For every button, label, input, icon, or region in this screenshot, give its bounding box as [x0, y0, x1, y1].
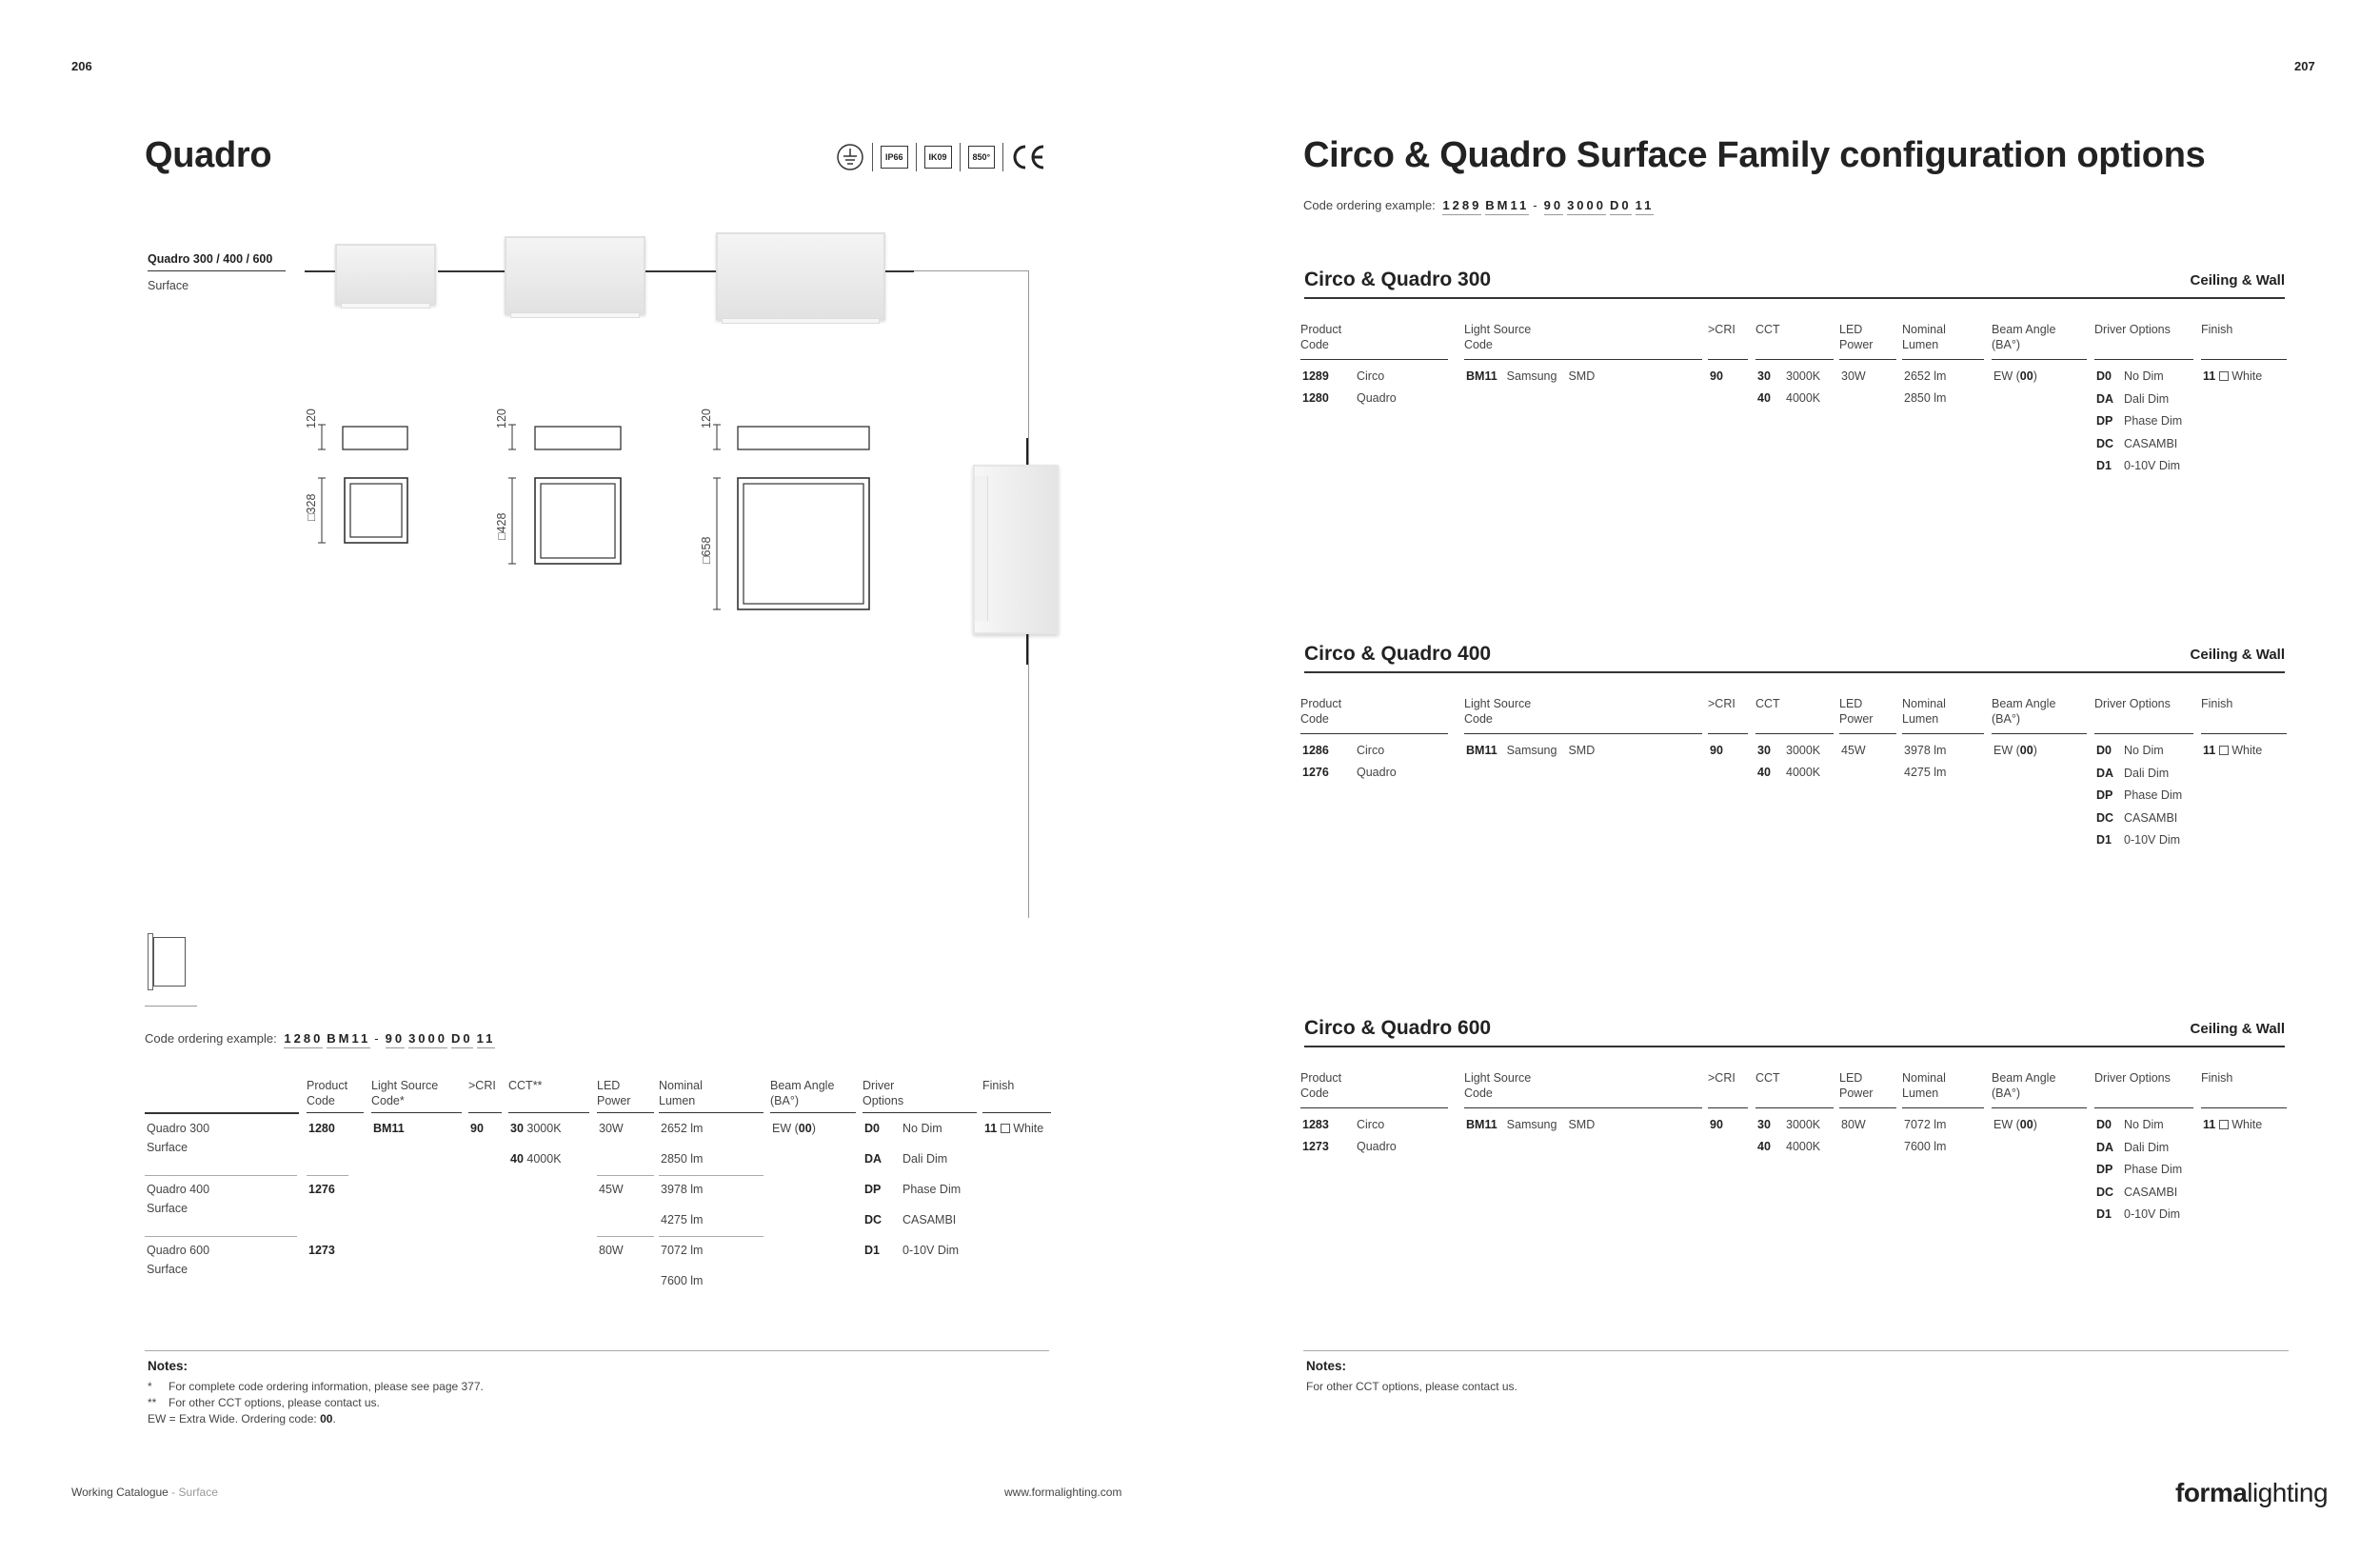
header-beam-angle: Beam Angle (BA°) — [770, 1078, 856, 1113]
formalighting-logo: formalighting — [2175, 1478, 2329, 1507]
page-title-quadro: Quadro — [145, 135, 272, 175]
dimension-height-300: 120 — [305, 409, 318, 429]
code-example-label: Code ordering example: — [1303, 198, 1436, 212]
finish-value: 11 White — [2203, 1118, 2263, 1131]
section-rule — [1304, 297, 2285, 299]
product-row: 1276 Quadro — [1302, 766, 1397, 779]
header-finish: Finish — [2201, 696, 2287, 734]
code-group-finish: 11 — [477, 1031, 496, 1048]
row-lumen: 7072 lm — [661, 1244, 704, 1257]
white-swatch-icon — [2219, 1120, 2229, 1129]
code-ordering-example-right — [1303, 198, 1657, 215]
header-finish: Finish — [2201, 322, 2287, 360]
header-finish: Finish — [2201, 1070, 2287, 1108]
code-group-driver: D0 — [451, 1031, 473, 1048]
dimension-height-400: 120 — [495, 409, 508, 429]
cct-option: 40 4000K — [510, 1152, 562, 1166]
page-number-right: 207 — [2294, 59, 2315, 73]
header-cri: >CRI — [1708, 1070, 1748, 1108]
row-code: 1276 — [308, 1183, 335, 1196]
row-lumen: 2652 lm — [661, 1122, 704, 1135]
header-lumen: Nominal Lumen — [1902, 1070, 1984, 1108]
note-item: For other CCT options, please contact us. — [1306, 1380, 1517, 1393]
driver-option: DC CASAMBI — [2096, 436, 2178, 450]
row-power: 45W — [599, 1183, 624, 1196]
certification-icons — [836, 143, 1047, 171]
quadro-600-image — [716, 232, 885, 320]
driver-option: DC CASAMBI — [2096, 810, 2178, 825]
code-group-cct: 3000 — [1567, 198, 1606, 215]
row-code: 1280 — [308, 1122, 335, 1135]
header-nominal-lumen: Nominal Lumen — [659, 1078, 764, 1113]
driver-option: DP Phase Dim — [2096, 788, 2183, 802]
cct-option: 30 3000K — [510, 1122, 562, 1135]
wall-mounted-fixture-image — [973, 465, 1059, 634]
cct-option: 40 4000K — [1757, 391, 1821, 405]
temperature-badge: 850° — [968, 146, 996, 169]
header-lumen: Nominal Lumen — [1902, 696, 1984, 734]
header-cct: CCT — [1755, 696, 1834, 734]
note-item: EW = Extra Wide. Ordering code: 00. — [148, 1412, 336, 1425]
nominal-lumen: 3978 lm — [1904, 744, 1947, 757]
header-product-code: Product Code — [1300, 696, 1448, 734]
code-group-source: BM11 — [1485, 198, 1529, 215]
section-rule — [1304, 671, 2285, 673]
connector-line — [885, 270, 914, 272]
connector-line — [438, 270, 505, 272]
light-source: BM11 Samsung SMD — [1466, 1118, 1596, 1131]
cri-value: 90 — [1710, 369, 1723, 383]
driver-option: DA Dali Dim — [2096, 766, 2170, 780]
cri-value: 90 — [1710, 744, 1723, 757]
dimension-side-300: □328 — [305, 493, 318, 521]
cct-option: 40 4000K — [1757, 1140, 1821, 1153]
code-group-product: 1280 — [284, 1031, 323, 1048]
quadro-300-image — [335, 244, 436, 305]
header-led-power: LED Power — [597, 1078, 654, 1113]
product-row: 1273 Quadro — [1302, 1140, 1397, 1153]
dimension-height-600: 120 — [700, 409, 713, 429]
code-group-dash: - — [374, 1031, 382, 1046]
code-group-source: BM11 — [327, 1031, 370, 1048]
footer-catalogue: Working Catalogue - Surface — [71, 1485, 218, 1499]
white-swatch-icon — [2219, 746, 2229, 755]
header-beam: Beam Angle (BA°) — [1992, 322, 2087, 360]
product-mount-type: Surface — [148, 279, 189, 292]
driver-option: DP Phase Dim — [864, 1183, 962, 1196]
notes-title: Notes: — [1306, 1359, 1347, 1373]
header-product-code: Product Code — [307, 1078, 364, 1113]
header-driver-options: Driver Options — [863, 1078, 977, 1113]
row-lumen: 7600 lm — [661, 1274, 704, 1287]
ik09-badge: IK09 — [924, 146, 952, 169]
finish-value: 11 White — [984, 1122, 1044, 1135]
row-sub: Surface — [147, 1202, 188, 1215]
row-power: 30W — [599, 1122, 624, 1135]
nominal-lumen: 4275 lm — [1904, 766, 1947, 779]
beam-value: EW (00) — [772, 1122, 816, 1135]
header-lumen: Nominal Lumen — [1902, 322, 1984, 360]
cct-option: 40 4000K — [1757, 766, 1821, 779]
divider — [145, 1006, 197, 1007]
header-cct: CCT — [1755, 1070, 1834, 1108]
beam-value: EW (00) — [1993, 1118, 2037, 1131]
row-power: 80W — [599, 1244, 624, 1257]
section-title: Circo & Quadro 400 — [1304, 643, 1492, 665]
driver-option: DP Phase Dim — [2096, 1163, 2183, 1176]
notes-divider — [145, 1350, 1049, 1351]
nominal-lumen: 7072 lm — [1904, 1118, 1947, 1131]
row-name: Quadro 400 — [147, 1183, 210, 1196]
header-finish: Finish — [982, 1078, 1051, 1113]
row-sub: Surface — [147, 1141, 188, 1154]
header-cct: CCT** — [508, 1078, 589, 1113]
dimension-side-400: □428 — [495, 512, 508, 540]
header-cri: >CRI — [1708, 696, 1748, 734]
driver-option: DA Dali Dim — [2096, 391, 2170, 406]
section-mount-tag: Ceiling & Wall — [2190, 272, 2285, 289]
quadro-400-image — [505, 236, 645, 314]
code-group-product: 1289 — [1442, 198, 1481, 215]
surface-mount-icon — [148, 933, 188, 990]
driver-option: D0 No Dim — [864, 1122, 942, 1135]
white-swatch-icon — [1001, 1124, 1010, 1133]
product-row: 1283 Circo — [1302, 1118, 1385, 1131]
driver-option: D1 0-10V Dim — [2096, 459, 2181, 472]
beam-value: EW (00) — [1993, 369, 2037, 383]
notes-divider — [1303, 1350, 2289, 1351]
driver-option: DP Phase Dim — [2096, 414, 2183, 428]
header-beam: Beam Angle (BA°) — [1992, 1070, 2087, 1108]
nominal-lumen: 7600 lm — [1904, 1140, 1947, 1153]
section-mount-tag: Ceiling & Wall — [2190, 647, 2285, 663]
code-group-cri: 90 — [1544, 198, 1563, 215]
row-lumen: 3978 lm — [661, 1183, 704, 1196]
footer-url[interactable]: www.formalighting.com — [1004, 1485, 1122, 1499]
connector-line — [640, 270, 725, 272]
header-light-source: Light Source Code — [1464, 1070, 1702, 1108]
section-mount-tag: Ceiling & Wall — [2190, 1021, 2285, 1037]
earth-ground-icon — [836, 143, 864, 171]
header-cri: >CRI — [1708, 322, 1748, 360]
led-power: 30W — [1841, 369, 1866, 383]
nominal-lumen: 2652 lm — [1904, 369, 1947, 383]
cct-option: 30 3000K — [1757, 369, 1821, 383]
driver-option: D1 0-10V Dim — [2096, 833, 2181, 847]
code-group-cri: 90 — [386, 1031, 405, 1048]
ce-mark-icon — [1009, 143, 1047, 171]
row-name: Quadro 300 — [147, 1122, 210, 1135]
driver-option: D0 No Dim — [2096, 369, 2164, 383]
ip66-badge: IP66 — [881, 146, 908, 169]
driver-option: DC CASAMBI — [864, 1213, 957, 1226]
product-row: 1289 Circo — [1302, 369, 1385, 383]
driver-option: DA Dali Dim — [2096, 1140, 2170, 1154]
row-name: Quadro 600 — [147, 1244, 210, 1257]
header-rule — [145, 1112, 299, 1114]
config-section — [1300, 1017, 2291, 1303]
cct-option: 30 3000K — [1757, 744, 1821, 757]
header-light-source: Light Source Code — [1464, 322, 1702, 360]
section-title: Circo & Quadro 600 — [1304, 1017, 1492, 1039]
product-row: 1286 Circo — [1302, 744, 1385, 757]
led-power: 80W — [1841, 1118, 1866, 1131]
header-led-power: LED Power — [1839, 696, 1896, 734]
row-lumen: 2850 lm — [661, 1152, 704, 1166]
note-item: ** For other CCT options, please contact us. — [148, 1396, 380, 1409]
finish-value: 11 White — [2203, 744, 2263, 757]
driver-option: D0 No Dim — [2096, 1118, 2164, 1131]
dimension-drawings — [295, 409, 904, 619]
notes-list — [148, 1379, 484, 1427]
section-title: Circo & Quadro 300 — [1304, 269, 1492, 290]
notes-title: Notes: — [148, 1359, 188, 1373]
section-rule — [1304, 1046, 2285, 1047]
nominal-lumen: 2850 lm — [1904, 391, 1947, 405]
header-product-code: Product Code — [1300, 1070, 1448, 1108]
cri-value: 90 — [470, 1122, 484, 1135]
driver-option: DC CASAMBI — [2096, 1185, 2178, 1199]
header-led-power: LED Power — [1839, 322, 1896, 360]
header-driver: Driver Options — [2094, 696, 2193, 734]
header-light-source: Light Source Code* — [371, 1078, 462, 1113]
code-ordering-example — [145, 1031, 499, 1048]
row-lumen: 4275 lm — [661, 1213, 704, 1226]
header-led-power: LED Power — [1839, 1070, 1896, 1108]
finish-value: 11 White — [2203, 369, 2263, 383]
light-source: BM11 Samsung SMD — [1466, 744, 1596, 757]
light-source: BM11 Samsung SMD — [1466, 369, 1596, 383]
header-driver: Driver Options — [2094, 322, 2193, 360]
code-group-cct: 3000 — [408, 1031, 447, 1048]
header-cct: CCT — [1755, 322, 1834, 360]
dimension-side-600: □658 — [700, 536, 713, 564]
led-power: 45W — [1841, 744, 1866, 757]
light-source-code: BM11 — [373, 1122, 405, 1135]
driver-option: DA Dali Dim — [864, 1152, 948, 1166]
header-cri: >CRI — [468, 1078, 502, 1113]
product-label: Quadro 300 / 400 / 600 — [148, 252, 286, 271]
page-title-configuration: Circo & Quadro Surface Family configuration options — [1303, 135, 2206, 175]
driver-option: D1 0-10V Dim — [2096, 1207, 2181, 1221]
white-swatch-icon — [2219, 371, 2229, 381]
config-section — [1300, 643, 2291, 928]
header-beam: Beam Angle (BA°) — [1992, 696, 2087, 734]
product-row: 1280 Quadro — [1302, 391, 1397, 405]
header-light-source: Light Source Code — [1464, 696, 1702, 734]
header-product-code: Product Code — [1300, 322, 1448, 360]
connector-line — [914, 270, 1028, 271]
code-group-driver: D0 — [1610, 198, 1632, 215]
driver-option: D1 0-10V Dim — [864, 1244, 960, 1257]
code-group-dash: - — [1533, 198, 1540, 212]
cri-value: 90 — [1710, 1118, 1723, 1131]
row-code: 1273 — [308, 1244, 335, 1257]
header-driver: Driver Options — [2094, 1070, 2193, 1108]
product-label-block — [148, 252, 286, 292]
note-item: * For complete code ordering information, please see page 377. — [148, 1380, 484, 1393]
cct-option: 30 3000K — [1757, 1118, 1821, 1131]
beam-value: EW (00) — [1993, 744, 2037, 757]
row-sub: Surface — [147, 1263, 188, 1276]
code-group-finish: 11 — [1636, 198, 1655, 215]
code-example-label: Code ordering example: — [145, 1031, 277, 1046]
driver-option: D0 No Dim — [2096, 744, 2164, 757]
page-number-left: 206 — [71, 59, 92, 73]
config-section — [1300, 269, 2291, 554]
